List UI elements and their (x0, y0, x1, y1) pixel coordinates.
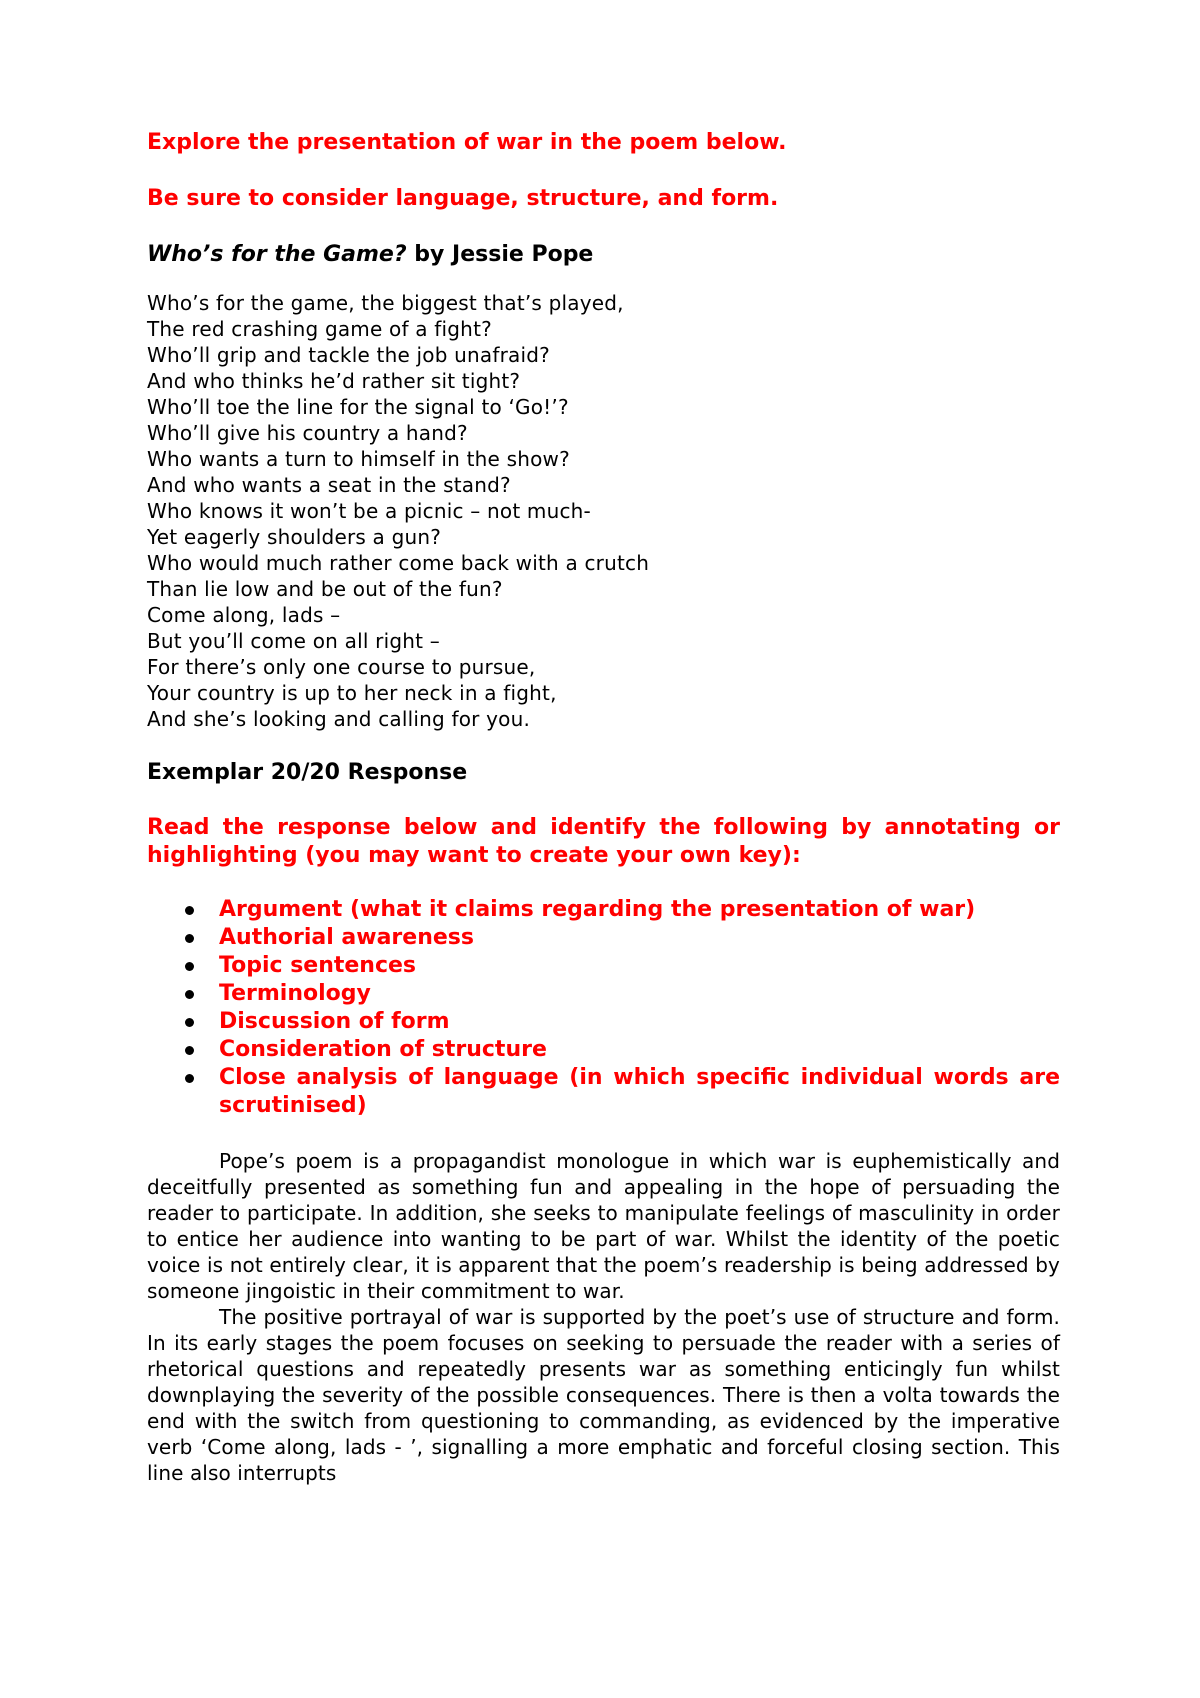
poem-line: And who thinks he’d rather sit tight? (147, 369, 521, 393)
poem-line: But you’ll come on all right – (147, 629, 440, 653)
bullet-icon (185, 990, 194, 999)
bullet-icon (185, 1018, 194, 1027)
key-item-text: Argument (what it claims regarding the presentation of war) (219, 897, 976, 922)
essay-paragraph-2: The positive portrayal of war is supported by the poet’s use of structure and form. In its early stages the poem focuses on seeking to persuade the reader with a series of rhetorical questions and repeatedly presents war as something enticingly fun whilst downplaying the severity of the possible consequences. There is then a volta towards the end with the switch from questioning to commanding, as evidenced by the imperative verb ‘Come along, lads - ’, signalling a more emphatic and forceful closing section. This line also interrupts (147, 1305, 1060, 1485)
list-item (147, 980, 1060, 1008)
document-page (147, 128, 1060, 1486)
list-item (147, 1036, 1060, 1064)
annotation-key-list (147, 896, 1060, 1120)
bullet-icon (185, 962, 194, 971)
list-item (147, 1064, 1060, 1120)
task-prompt-line-2: Be sure to consider language, structure, and form. (147, 186, 779, 211)
poem-line: Who would much rather come back with a crutch (147, 551, 650, 575)
bullet-icon (185, 1046, 194, 1055)
poem-line: Yet eagerly shoulders a gun? (147, 525, 442, 549)
annotation-instruction: Read the response below and identify the following by annotating or highlighting (you may want to create your own key): (147, 815, 1060, 868)
poem-line: And she’s looking and calling for you. (147, 707, 531, 731)
poem-line: Than lie low and be out of the fun? (147, 577, 503, 601)
poem-line: Your country is up to her neck in a fight, (147, 681, 557, 705)
key-item-text: Discussion of form (219, 1009, 450, 1034)
list-item (147, 896, 1060, 924)
poem-line: Come along, lads – (147, 603, 341, 627)
poem-title (147, 240, 1060, 270)
bullet-icon (185, 1074, 194, 1083)
bullet-icon (185, 906, 194, 915)
poem-line: And who wants a seat in the stand? (147, 473, 511, 497)
bullet-icon (185, 934, 194, 943)
poem-line: The red crashing game of a fight? (147, 317, 492, 341)
poem-text (147, 290, 1060, 732)
poem-title-italic: Who’s for the Game? (147, 242, 407, 267)
exemplar-essay (147, 1148, 1060, 1486)
exemplar-heading: Exemplar 20/20 Response (147, 760, 468, 785)
poem-line: Who’ll give his country a hand? (147, 421, 468, 445)
essay-paragraph-1: Pope’s poem is a propagandist monologue in which war is euphemistically and deceitfully presented as something fun and appealing in the hope of persuading the reader to participate. In addition, she seeks to manipulate feelings of masculinity in order to entice her audience into wanting to be part of war. Whilst the identity of the poetic voice is not entirely clear, it is apparent that the poem’s readership is being addressed by someone jingoistic in their commitment to war. (147, 1149, 1060, 1303)
key-item-text: Terminology (219, 981, 371, 1006)
poem-byline: by Jessie Pope (406, 242, 594, 267)
poem-line: Who’ll grip and tackle the job unafraid? (147, 343, 550, 367)
poem-line: Who knows it won’t be a picnic – not much- (147, 499, 591, 523)
list-item (147, 924, 1060, 952)
task-prompt-line-1: Explore the presentation of war in the poem below. (147, 130, 787, 155)
poem-line: Who’ll toe the line for the signal to ‘Go!’? (147, 395, 569, 419)
poem-line: For there’s only one course to pursue, (147, 655, 536, 679)
list-item (147, 952, 1060, 980)
poem-line: Who wants a turn to himself in the show? (147, 447, 570, 471)
key-item-text: Consideration of structure (219, 1037, 547, 1062)
key-item-text: Close analysis of language (in which specific individual words are scrutinised) (219, 1065, 1060, 1118)
poem-line: Who’s for the game, the biggest that’s played, (147, 291, 624, 315)
key-item-text: Topic sentences (219, 953, 417, 978)
list-item (147, 1008, 1060, 1036)
key-item-text: Authorial awareness (219, 925, 474, 950)
